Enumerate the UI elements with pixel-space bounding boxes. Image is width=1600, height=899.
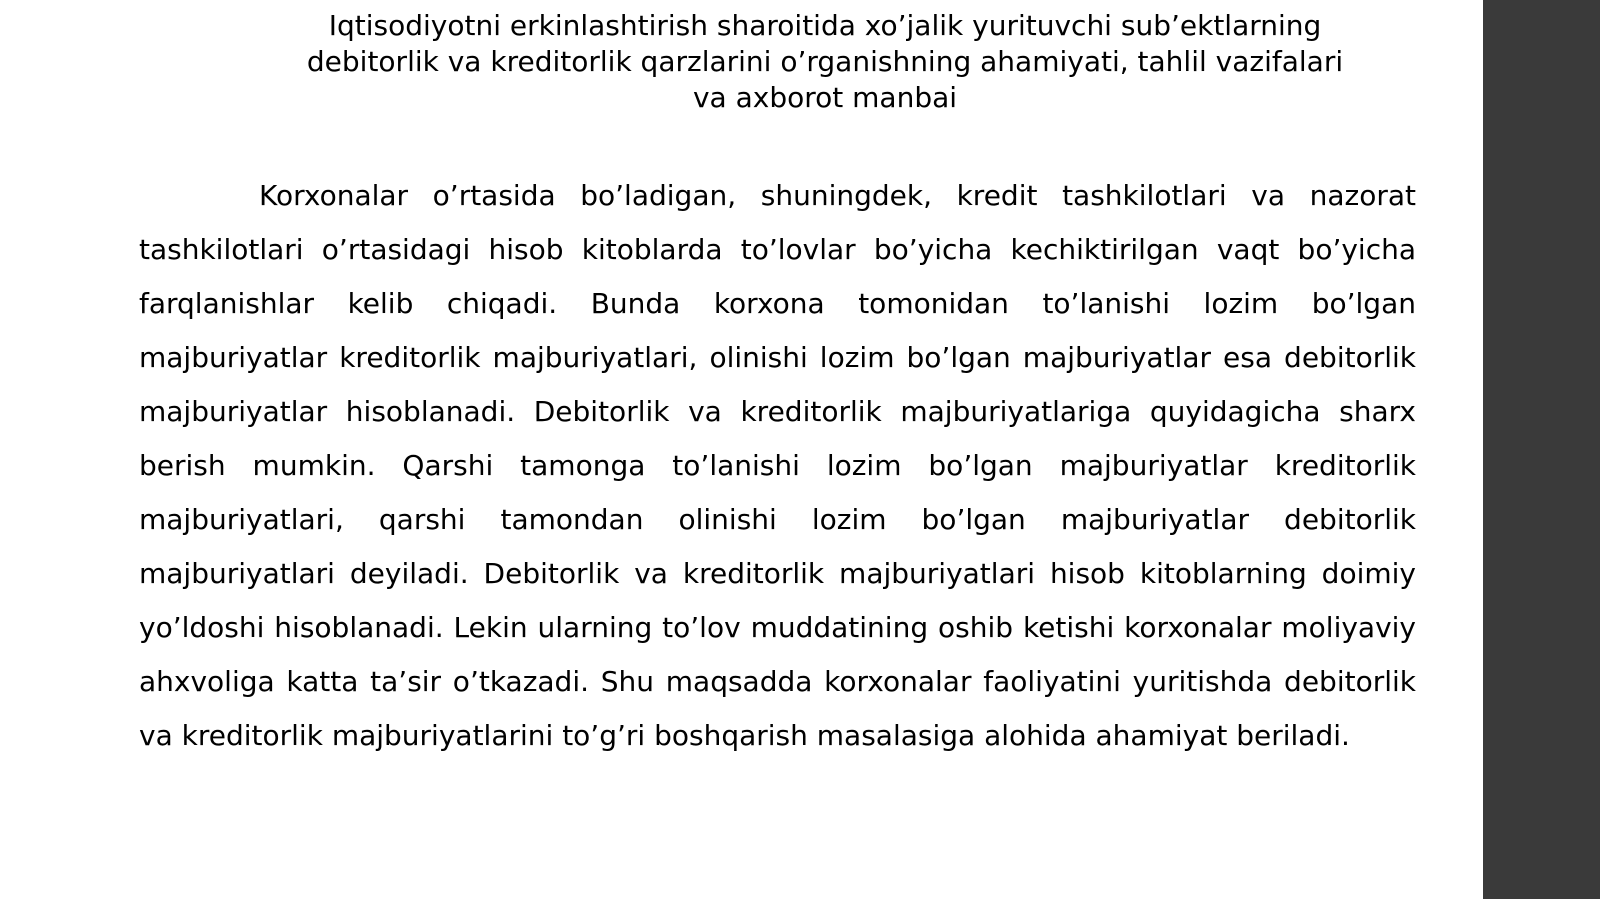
slide-title-line: va axborot manbai bbox=[692, 81, 958, 114]
slide-title-line: Iqtisodiyotni erkinlashtirish sharoitida xo’jalik yurituvchi sub’ektlarning bbox=[328, 9, 1322, 42]
side-panel bbox=[1483, 0, 1600, 899]
slide-body-paragraph: Korxonalar o’rtasida bo’ladigan, shuningdek, kredit tashkilotlari va nazorat tashkilotlari o’rtasidagi hisob kitoblarda to’lovlar bo’yicha kechiktirilgan vaqt bo’yicha farqlanishlar kelib chiqadi. Bunda korxona tomonidan to’lanishi lozim bo’lgan majburiyatlar kreditorlik majburiyatlari, olinishi lozim bo’lgan majburiyatlar esa debitorlik majburiyatlar hisoblanadi. Debitorlik va kreditorlik majburiyatlariga quyidagicha sharx berish mumkin. Qarshi tamonga to’lanishi lozim bo’lgan majburiyatlar kreditorlik majburiyatlari, qarshi tamondan olinishi lozim bo’lgan majburiyatlar debitorlik majburiyatlari deyiladi. Debitorlik va kreditorlik majburiyatlari hisob kitoblarning doimiy yo’ldoshi hisoblanadi. Lekin ularning to’lov muddatining oshib ketishi korxonalar moliyaviy ahxvoliga katta ta’sir o’tkazadi. Shu maqsadda korxonalar faoliyatini yuritishda debitorlik va kreditorlik majburiyatlarini to’g’ri boshqarish masalasiga alohida ahamiyat beriladi. bbox=[139, 179, 1416, 752]
slide-title-line: debitorlik va kreditorlik qarzlarini o’rganishning ahamiyati, tahlil vazifalari bbox=[306, 45, 1344, 78]
slide-title bbox=[250, 8, 1400, 116]
